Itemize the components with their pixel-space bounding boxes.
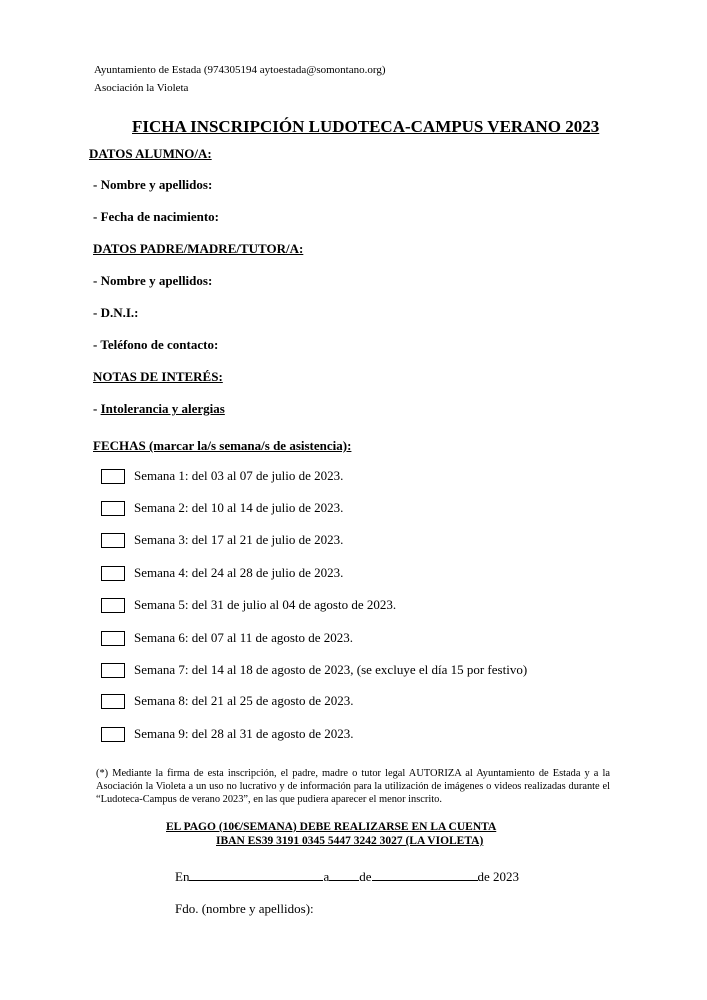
week-4-checkbox[interactable] [101, 566, 125, 581]
week-3-checkbox[interactable] [101, 533, 125, 548]
signature-year-label: de 2023 [477, 869, 520, 884]
week-9-checkbox[interactable] [101, 727, 125, 742]
week-9-label: Semana 9: del 28 al 31 de agosto de 2023. [134, 726, 354, 741]
signature-en-label: En [175, 869, 190, 884]
header-line-2: Asociación la Violeta [94, 82, 189, 94]
signature-place-blank[interactable] [189, 869, 323, 881]
dates-heading: FECHAS (marcar la/s semana/s de asistencia): [93, 438, 352, 453]
week-7-checkbox[interactable] [101, 663, 125, 678]
week-3-label: Semana 3: del 17 al 21 de julio de 2023. [134, 532, 344, 547]
notes-heading: NOTAS DE INTERÉS: [93, 369, 223, 384]
week-6-checkbox[interactable] [101, 631, 125, 646]
signature-month-blank[interactable] [372, 869, 478, 881]
week-4-label: Semana 4: del 24 al 28 de julio de 2023. [134, 565, 344, 580]
consent-note: (*) Mediante la firma de esta inscripción, el padre, madre o tutor legal AUTORIZA al Ayuntamiento de Estada y a la Asociación la Violeta a un uso no lucrativo y de información para la utilización de imágenes o videos realizadas durante el “Ludoteca-Campus de verano 2023”, en las que pudiera aparecer el menor inscrito. [96, 768, 610, 805]
week-7-label: Semana 7: del 14 al 18 de agosto de 2023, (se excluye el día 15 por festivo) [134, 662, 528, 677]
week-5-label: Semana 5: del 31 de julio al 04 de agosto de 2023. [134, 597, 397, 612]
page-title: FICHA INSCRIPCIÓN LUDOTECA-CAMPUS VERANO 2023 [132, 117, 600, 136]
week-8-checkbox[interactable] [101, 694, 125, 709]
signature-day-blank[interactable] [329, 869, 359, 881]
signature-date-row [175, 869, 519, 885]
notes-item-label: Intolerancia y alergias [100, 401, 225, 416]
signature-fdo-label: Fdo. (nombre y apellidos): [175, 901, 314, 916]
week-8-label: Semana 8: del 21 al 25 de agosto de 2023. [134, 693, 354, 708]
week-5-checkbox[interactable] [101, 598, 125, 613]
payment-iban: IBAN ES39 3191 0345 5447 3242 3027 (LA VIOLETA) [216, 835, 484, 847]
guardian-name-label: - Nombre y apellidos: [93, 273, 213, 288]
student-name-label: - Nombre y apellidos: [93, 177, 213, 192]
notes-item-prefix: - [93, 401, 101, 416]
week-1-checkbox[interactable] [101, 469, 125, 484]
guardian-phone-label: - Teléfono de contacto: [93, 337, 219, 352]
student-birth-label: - Fecha de nacimiento: [93, 209, 220, 224]
notes-item [93, 401, 225, 417]
header-line-1: Ayuntamiento de Estada (974305194 aytoestada@somontano.org) [94, 64, 386, 76]
student-heading: DATOS ALUMNO/A: [89, 146, 212, 161]
signature-de-label: de [359, 869, 372, 884]
week-6-label: Semana 6: del 07 al 11 de agosto de 2023. [134, 630, 354, 645]
week-1-label: Semana 1: del 03 al 07 de julio de 2023. [134, 468, 344, 483]
payment-line-1: EL PAGO (10€/SEMANA) DEBE REALIZARSE EN LA CUENTA [166, 821, 497, 833]
week-2-label: Semana 2: del 10 al 14 de julio de 2023. [134, 500, 344, 515]
signature-a-label: a [323, 869, 330, 884]
week-2-checkbox[interactable] [101, 501, 125, 516]
guardian-heading: DATOS PADRE/MADRE/TUTOR/A: [93, 241, 304, 256]
guardian-dni-label: - D.N.I.: [93, 305, 139, 320]
